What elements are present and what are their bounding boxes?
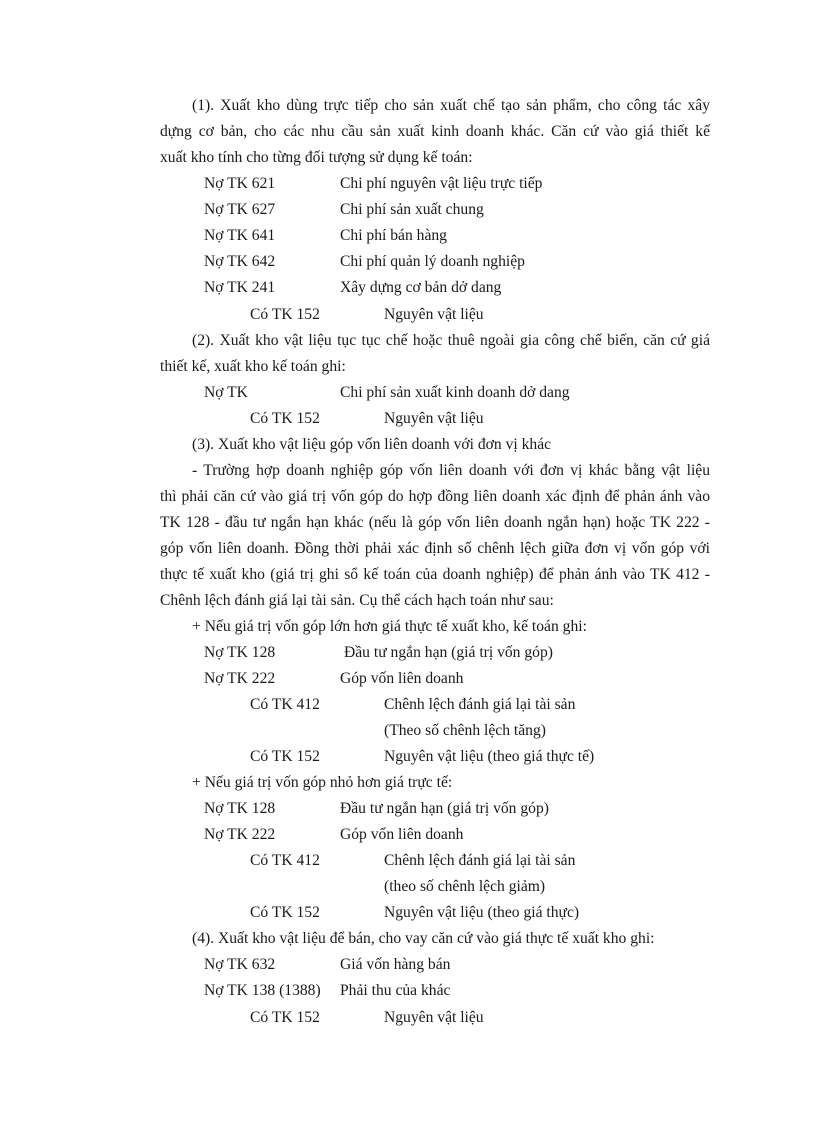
entry-2-description: Chi phí sản xuất kinh doanh dở dang [340, 384, 570, 401]
section-3-title: (3). Xuất kho vật liệu góp vốn liên doanh với đơn vị khác [192, 436, 552, 453]
entry-1-account: Nợ TK 642 [204, 253, 276, 270]
entry-1-account: Nợ TK 241 [204, 279, 276, 296]
paragraph-2-line-1: (2). Xuất kho vật liệu tục tục chế hoặc thuê ngoài gia công chế biến, căn cứ giá [192, 332, 710, 349]
paragraph-3-line-6: Chênh lệch đánh giá lại tài sản. Cụ thể cách hạch toán như sau: [160, 592, 554, 609]
entry-3-credit-description: Nguyên vật liệu (theo giá thực tế) [384, 748, 595, 765]
entry-1-description: Chi phí quản lý doanh nghiệp [340, 253, 525, 270]
entry-4-description: Góp vốn liên doanh [340, 826, 464, 843]
entry-5-description: Giá vốn hàng bán [340, 956, 451, 973]
paragraph-3-line-4: góp vốn liên doanh. Đồng thời phải xác định số chênh lệch giữa đơn vị vốn góp với [160, 540, 710, 557]
entry-3-credit-description: Chênh lệch đánh giá lại tài sản [384, 696, 576, 713]
entry-4-account: Nợ TK 128 [204, 800, 276, 817]
case-1-heading: + Nếu giá trị vốn góp lớn hơn giá thực tế xuất kho, kế toán ghi: [192, 618, 587, 635]
entry-1-description: Xây dựng cơ bản dở dang [340, 279, 502, 296]
entry-3-credit-account: Có TK 152 [250, 748, 320, 765]
paragraph-3-line-3: TK 128 - đầu tư ngắn hạn khác (nếu là góp vốn liên doanh ngắn hạn) hoặc TK 222 - [160, 514, 710, 531]
entry-4-account: Nợ TK 222 [204, 826, 276, 843]
paragraph-1-line-3: xuất kho tính cho từng đối tượng sử dụng kế toán: [160, 149, 473, 166]
entry-2-credit-description: Nguyên vật liệu [384, 410, 484, 427]
entry-4-description: Đầu tư ngắn hạn (giá trị vốn góp) [340, 800, 549, 817]
entry-3-account: Nợ TK 222 [204, 670, 276, 687]
entry-5-description: Phải thu của khác [340, 982, 451, 999]
paragraph-3-line-2: thì phải căn cứ vào giá trị vốn góp do hợp đồng liên doanh xác định để phản ánh vào [160, 488, 710, 505]
entry-2-account: Nợ TK [204, 384, 248, 401]
entry-5-credit-description: Nguyên vật liệu [384, 1009, 484, 1026]
entry-1-credit-account: Có TK 152 [250, 306, 320, 323]
entry-4-credit-description: Nguyên vật liệu (theo giá thực) [384, 904, 580, 921]
entry-1-description: Chi phí sản xuất chung [340, 201, 484, 218]
entry-4-credit-description: Chênh lệch đánh giá lại tài sản [384, 852, 576, 869]
entry-1-credit-description: Nguyên vật liệu [384, 306, 484, 323]
entry-5-account: Nợ TK 138 (1388) [204, 982, 321, 999]
entry-4-note: (theo số chênh lệch giảm) [384, 878, 546, 895]
paragraph-1-line-1: (1). Xuất kho dùng trực tiếp cho sản xuất chế tạo sản phẩm, cho công tác xây [192, 97, 710, 114]
entry-4-credit-account: Có TK 412 [250, 852, 320, 869]
paragraph-3-line-5: thực tế xuất kho (giá trị ghi sổ kế toán của doanh nghiệp) để phản ánh vào TK 412 - [160, 566, 710, 583]
entry-3-description: Góp vốn liên doanh [340, 670, 464, 687]
entry-3-note: (Theo số chênh lệch tăng) [384, 722, 546, 739]
paragraph-2-line-2: thiết kế, xuất kho kế toán ghi: [160, 358, 346, 375]
entry-3-account: Nợ TK 128 [204, 644, 276, 661]
entry-3-description: Đầu tư ngắn hạn (giá trị vốn góp) [344, 644, 553, 661]
paragraph-3-line-1: - Trường hợp doanh nghiệp góp vốn liên doanh với đơn vị khác bằng vật liệu [192, 462, 710, 479]
entry-1-description: Chi phí bán hàng [340, 227, 447, 244]
entry-5-credit-account: Có TK 152 [250, 1009, 320, 1026]
entry-2-credit-account: Có TK 152 [250, 410, 320, 427]
section-4-title: (4). Xuất kho vật liệu để bán, cho vay căn cứ vào giá thực tế xuất kho ghi: [192, 930, 655, 947]
entry-1-description: Chi phí nguyên vật liệu trực tiếp [340, 175, 543, 192]
entry-1-account: Nợ TK 621 [204, 175, 276, 192]
entry-1-account: Nợ TK 641 [204, 227, 276, 244]
entry-3-credit-account: Có TK 412 [250, 696, 320, 713]
case-2-heading: + Nếu giá trị vốn góp nhỏ hơn giá trực tế: [192, 774, 453, 791]
entry-4-credit-account: Có TK 152 [250, 904, 320, 921]
entry-5-account: Nợ TK 632 [204, 956, 276, 973]
entry-1-account: Nợ TK 627 [204, 201, 276, 218]
paragraph-1-line-2: dựng cơ bản, cho các nhu cầu sản xuất kinh doanh khác. Căn cứ vào giá thiết kế [160, 123, 710, 140]
